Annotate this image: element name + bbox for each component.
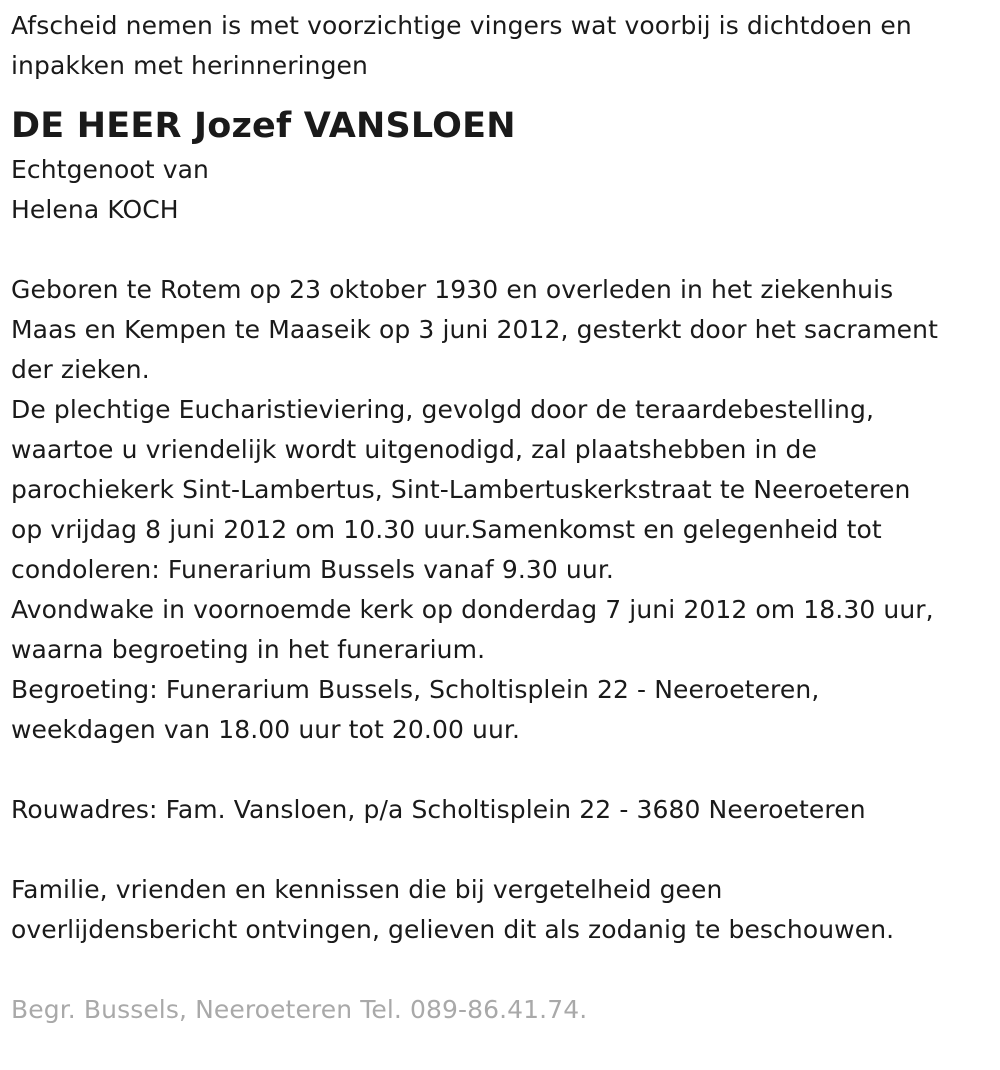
spacer	[11, 230, 990, 270]
spacer	[11, 950, 990, 990]
spacer	[11, 830, 990, 870]
details-line: parochiekerk Sint-Lambertus, Sint-Lambertuskerkstraat te Neeroeteren	[11, 475, 911, 504]
details-line: Geboren te Rotem op 23 oktober 1930 en overleden in het ziekenhuis	[11, 275, 894, 304]
notice-line: Familie, vrienden en kennissen die bij vergetelheid geen	[11, 875, 723, 904]
spouse-name: Helena KOCH	[11, 195, 179, 224]
details-line: op vrijdag 8 juni 2012 om 10.30 uur.Samenkomst en gelegenheid tot	[11, 515, 882, 544]
funeral-home-footer: Begr. Bussels, Neeroeteren Tel. 089-86.41.74.	[11, 995, 588, 1024]
details-line: der zieken.	[11, 355, 150, 384]
notice-block	[11, 870, 990, 950]
details-line: De plechtige Eucharistieviering, gevolgd door de teraardebestelling,	[11, 395, 874, 424]
details-line: Maas en Kempen te Maaseik op 3 juni 2012, gesterkt door het sacrament	[11, 315, 938, 344]
details-line: condoleren: Funerarium Bussels vanaf 9.30 uur.	[11, 555, 614, 584]
spouse-label: Echtgenoot van	[11, 155, 209, 184]
spouse-block	[11, 150, 990, 230]
mourning-address: Rouwadres: Fam. Vansloen, p/a Scholtisplein 22 - 3680 Neeroeteren	[11, 795, 866, 824]
details-line: weekdagen van 18.00 uur tot 20.00 uur.	[11, 715, 521, 744]
details-line: Avondwake in voornoemde kerk op donderdag 7 juni 2012 om 18.30 uur,	[11, 595, 934, 624]
intro-quote	[11, 6, 990, 86]
details-line: waartoe u vriendelijk wordt uitgenodigd, zal plaatshebben in de	[11, 435, 818, 464]
intro-line: Afscheid nemen is met voorzichtige vingers wat voorbij is dichtdoen en	[11, 11, 912, 40]
spacer	[11, 750, 990, 790]
intro-line: inpakken met herinneringen	[11, 51, 368, 80]
deceased-name: DE HEER Jozef VANSLOEN	[11, 106, 516, 146]
details-line: waarna begroeting in het funerarium.	[11, 635, 486, 664]
notice-line: overlijdensbericht ontvingen, gelieven dit als zodanig te beschouwen.	[11, 915, 895, 944]
details-line: Begroeting: Funerarium Bussels, Scholtisplein 22 - Neeroeteren,	[11, 675, 820, 704]
details-block	[11, 270, 990, 750]
